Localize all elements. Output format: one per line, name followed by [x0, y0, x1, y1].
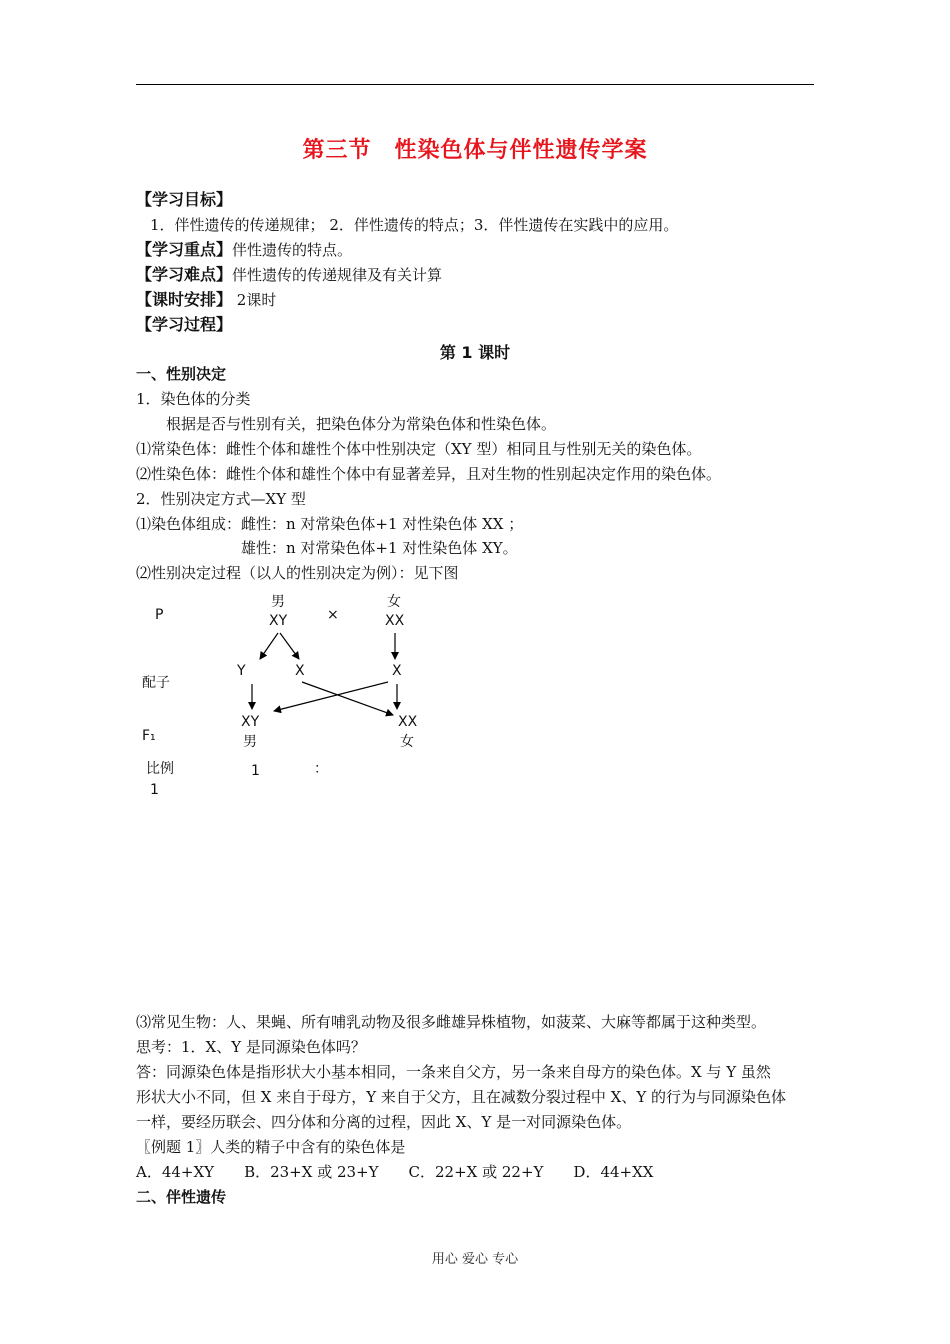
objectives-label: 【学习目标】	[136, 190, 233, 209]
s1-line-3: ⑵性染色体：雌性个体和雄性个体中有显著差异，且对生物的性别起决定作用的染色体。	[136, 465, 722, 483]
objectives-text: 1．伴性遗传的传递规律； 2．伴性遗传的特点；3．伴性遗传在实践中的应用。	[150, 216, 679, 234]
section1-title: 一、性别决定	[136, 365, 227, 383]
process-label: 【学习过程】	[136, 315, 233, 334]
diagram-cross: ×	[327, 607, 339, 623]
s1-line-7: ⑵性别决定过程（以人的性别决定为例）：见下图	[136, 564, 459, 582]
tail-line-0: ⑶常见生物：人、果蝇、所有哺乳动物及很多雌雄异株植物，如菠菜、大麻等都属于这种类型。	[136, 1013, 767, 1031]
diagram-f1-female-genotype: XX	[398, 714, 418, 730]
page-title: 第三节 性染色体与伴性遗传学案	[302, 138, 648, 163]
difficulty-label: 【学习难点】	[136, 265, 233, 284]
example-options: A．44+XY B．23+X 或 23+Y C．22+X 或 22+Y D．44+XX	[136, 1163, 654, 1181]
diagram-gamete-label: 配子	[142, 675, 170, 691]
tail-line-3: 形状大小不同，但 X 来自于母方，Y 来自于父方，且在减数分裂过程中 X、Y 的行为与同源染色体	[136, 1088, 787, 1106]
s1-line-5: ⑴染色体组成：雌性：n 对常染色体+1 对性染色体 XX ；	[136, 515, 524, 533]
schedule-text: 2课时	[232, 291, 277, 309]
diagram-p-label: P	[155, 607, 164, 623]
arrow-male-to-x	[280, 633, 299, 659]
lesson-heading: 第 1 课时	[439, 343, 511, 362]
diagram-ratio-right: 1	[150, 782, 159, 798]
diagram-ratio-label: 比例	[146, 761, 174, 777]
example-question: 〖例题 1〗人类的精子中含有的染色体是	[136, 1138, 406, 1156]
tail-line-4: 一样，要经历联会、四分体和分离的过程，因此 X、Y 是一对同源染色体。	[136, 1113, 632, 1131]
diagram-gamete-x-female: X	[392, 663, 402, 679]
diagram-f1-male: 男	[243, 734, 257, 750]
diagram-ratio-left: 1	[251, 763, 260, 779]
arrow-male-to-y	[260, 633, 278, 659]
tail-line-1: 思考：1．X、Y 是同源染色体吗？	[136, 1038, 366, 1056]
s1-line-2: ⑴常染色体：雌性个体和雄性个体中性别决定（XY 型）相同且与性别无关的染色体。	[136, 440, 702, 458]
s1-line-1: 根据是否与性别有关，把染色体分为常染色体和性染色体。	[136, 415, 557, 433]
footer-text: 用心 爱心 专心	[431, 1252, 519, 1267]
key-point-label: 【学习重点】	[136, 240, 233, 259]
diagram-male-genotype: XY	[269, 613, 288, 629]
diagram-f1-female: 女	[400, 734, 414, 750]
schedule-label: 【课时安排】	[136, 290, 233, 309]
s1-line-6: 雄性：n 对常染色体+1 对性染色体 XY。	[136, 539, 518, 557]
diagram-female-genotype: XX	[385, 613, 405, 629]
diagram-ratio-colon: ：	[314, 761, 328, 777]
diagram-gamete-x-male: X	[295, 663, 305, 679]
tail-line-2: 答：同源染色体是指形状大小基本相同，一条来自父方，另一条来自母方的染色体。X 与 Y 虽然	[136, 1063, 771, 1081]
s1-line-0: 1．染色体的分类	[136, 390, 251, 408]
key-point-text: 伴性遗传的特点。	[232, 241, 353, 259]
section2-title: 二、伴性遗传	[136, 1188, 227, 1206]
s1-line-4: 2．性别决定方式—XY 型	[136, 490, 306, 508]
arrow-male-x-to-f1female	[302, 682, 393, 715]
difficulty-text: 伴性遗传的传递规律及有关计算	[232, 266, 443, 284]
diagram-f1-male-genotype: XY	[241, 714, 260, 730]
diagram-female: 女	[387, 594, 401, 610]
diagram-gamete-y: Y	[237, 663, 246, 679]
diagram-f1-label: F₁	[142, 728, 156, 744]
diagram-male: 男	[271, 594, 285, 610]
